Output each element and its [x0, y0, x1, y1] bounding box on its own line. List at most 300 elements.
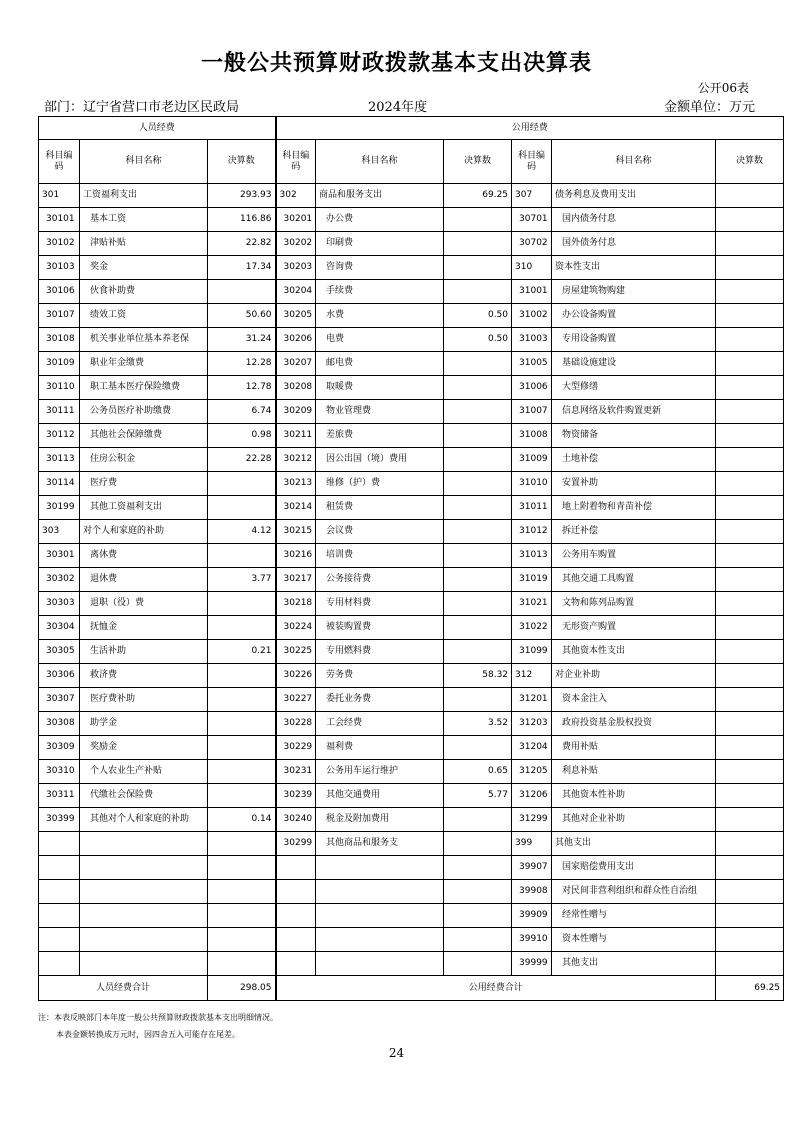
subject-name: 被装购置费 — [316, 616, 444, 640]
amount-value — [716, 904, 784, 928]
amount-value: 31.24 — [208, 328, 276, 352]
subject-code: 30208 — [276, 376, 316, 400]
subject-code: 30301 — [39, 544, 80, 568]
subject-name: 债务利息及费用支出 — [552, 184, 716, 208]
amount-value — [444, 568, 512, 592]
amount-value: 12.28 — [208, 352, 276, 376]
amount-value — [716, 328, 784, 352]
subject-code: 31206 — [512, 784, 552, 808]
subject-code: 30228 — [276, 712, 316, 736]
amount-value: 293.93 — [208, 184, 276, 208]
amount-value — [444, 808, 512, 832]
subject-code: 30303 — [39, 592, 80, 616]
subject-code: 30302 — [39, 568, 80, 592]
subject-name: 医疗费补助 — [80, 688, 208, 712]
subject-name: 其他支出 — [552, 832, 716, 856]
subject-name: 取暖费 — [316, 376, 444, 400]
subject-code: 310 — [512, 256, 552, 280]
subject-code: 31008 — [512, 424, 552, 448]
amount-value — [208, 616, 276, 640]
amount-value: 0.65 — [444, 760, 512, 784]
amount-value — [716, 280, 784, 304]
subject-code: 30109 — [39, 352, 80, 376]
subject-name: 地上附着物和青苗补偿 — [552, 496, 716, 520]
table-row — [39, 232, 784, 256]
subject-code: 31002 — [512, 304, 552, 328]
amount-value — [716, 664, 784, 688]
total-personnel-label: 人员经费合计 — [39, 976, 208, 1001]
amount-value — [444, 520, 512, 544]
subject-name: 离休费 — [80, 544, 208, 568]
subject-name: 印刷费 — [316, 232, 444, 256]
subject-name — [316, 904, 444, 928]
amount-value — [444, 544, 512, 568]
subject-name: 会议费 — [316, 520, 444, 544]
amount-value — [444, 256, 512, 280]
amount-value — [208, 688, 276, 712]
table-row — [39, 616, 784, 640]
amount-value: 0.50 — [444, 304, 512, 328]
subject-code: 30231 — [276, 760, 316, 784]
subject-name: 津贴补贴 — [80, 232, 208, 256]
subject-name: 手续费 — [316, 280, 444, 304]
group-personnel: 人员经费 — [39, 117, 276, 140]
table-row — [39, 376, 784, 400]
subject-name: 资本性赠与 — [552, 928, 716, 952]
amount-value — [716, 784, 784, 808]
subject-name: 咨询费 — [316, 256, 444, 280]
col-name-2: 科目名称 — [316, 140, 444, 184]
subject-code — [276, 928, 316, 952]
amount-value — [716, 304, 784, 328]
subject-code: 30311 — [39, 784, 80, 808]
subject-name: 拆迁补偿 — [552, 520, 716, 544]
amount-value — [444, 352, 512, 376]
table-row — [39, 760, 784, 784]
subject-name: 奖金 — [80, 256, 208, 280]
amount-value — [208, 664, 276, 688]
subject-name: 国内债务付息 — [552, 208, 716, 232]
subject-code: 30110 — [39, 376, 80, 400]
total-public-value: 69.25 — [716, 976, 784, 1001]
subject-code — [276, 952, 316, 976]
table-row — [39, 520, 784, 544]
col-code-2: 科目编码 — [276, 140, 316, 184]
subject-name — [80, 832, 208, 856]
subject-code: 302 — [276, 184, 316, 208]
subject-code — [276, 856, 316, 880]
amount-value — [208, 472, 276, 496]
subject-code: 30199 — [39, 496, 80, 520]
amount-value — [208, 832, 276, 856]
subject-name: 个人农业生产补贴 — [80, 760, 208, 784]
subject-code: 31201 — [512, 688, 552, 712]
subject-code: 30224 — [276, 616, 316, 640]
amount-value — [444, 424, 512, 448]
subject-code: 31007 — [512, 400, 552, 424]
subject-name: 对企业补助 — [552, 664, 716, 688]
subject-name — [316, 928, 444, 952]
subject-code: 39907 — [512, 856, 552, 880]
amount-value — [444, 952, 512, 976]
subject-name: 退职（役）费 — [80, 592, 208, 616]
table-row — [39, 952, 784, 976]
page-title: 一般公共预算财政拨款基本支出决算表 — [200, 50, 592, 76]
amount-value — [444, 448, 512, 472]
amount-value — [444, 832, 512, 856]
amount-value: 17.34 — [208, 256, 276, 280]
subject-code: 30218 — [276, 592, 316, 616]
subject-code: 39908 — [512, 880, 552, 904]
page-number: 24 — [388, 1046, 405, 1060]
amount-value: 0.50 — [444, 328, 512, 352]
subject-code: 30101 — [39, 208, 80, 232]
subject-name: 邮电费 — [316, 352, 444, 376]
total-row — [39, 976, 784, 1001]
subject-name — [316, 952, 444, 976]
amount-value — [716, 544, 784, 568]
subject-code: 30209 — [276, 400, 316, 424]
amount-value — [716, 952, 784, 976]
subject-name: 租赁费 — [316, 496, 444, 520]
subject-name: 其他交通工具购置 — [552, 568, 716, 592]
subject-name: 信息网络及软件购置更新 — [552, 400, 716, 424]
amount-value — [444, 688, 512, 712]
subject-code — [39, 832, 80, 856]
subject-name — [316, 856, 444, 880]
subject-code — [276, 880, 316, 904]
amount-value: 0.98 — [208, 424, 276, 448]
subject-name: 其他商品和服务支 — [316, 832, 444, 856]
amount-value — [208, 496, 276, 520]
amount-value — [444, 616, 512, 640]
subject-name: 土地补偿 — [552, 448, 716, 472]
table-row — [39, 856, 784, 880]
amount-value: 6.74 — [208, 400, 276, 424]
subject-code: 31013 — [512, 544, 552, 568]
subject-name: 费用补贴 — [552, 736, 716, 760]
subject-name: 机关事业单位基本养老保 — [80, 328, 208, 352]
subject-name — [80, 904, 208, 928]
subject-code: 30399 — [39, 808, 80, 832]
amount-value — [716, 256, 784, 280]
amount-value — [716, 520, 784, 544]
subject-code: 30103 — [39, 256, 80, 280]
subject-code — [39, 952, 80, 976]
subject-name: 公务员医疗补助缴费 — [80, 400, 208, 424]
amount-value: 116.86 — [208, 208, 276, 232]
amount-value — [444, 376, 512, 400]
subject-code: 30203 — [276, 256, 316, 280]
table-row — [39, 424, 784, 448]
amount-value — [716, 736, 784, 760]
amount-value — [208, 928, 276, 952]
amount-value: 12.78 — [208, 376, 276, 400]
subject-name: 培训费 — [316, 544, 444, 568]
amount-value — [444, 592, 512, 616]
subject-code: 301 — [39, 184, 80, 208]
subject-code: 30309 — [39, 736, 80, 760]
table-row — [39, 256, 784, 280]
amount-value — [444, 856, 512, 880]
year-label: 2024年度 — [368, 100, 428, 115]
table-row — [39, 928, 784, 952]
subject-code: 39909 — [512, 904, 552, 928]
amount-value: 22.28 — [208, 448, 276, 472]
amount-value — [444, 208, 512, 232]
col-name-1: 科目名称 — [80, 140, 208, 184]
table-row — [39, 904, 784, 928]
subject-name: 公务接待费 — [316, 568, 444, 592]
amount-value — [716, 712, 784, 736]
form-code: 公开06表 — [697, 81, 749, 95]
table-row — [39, 352, 784, 376]
subject-name: 福利费 — [316, 736, 444, 760]
table-row — [39, 208, 784, 232]
amount-value — [716, 400, 784, 424]
subject-name: 其他对个人和家庭的补助 — [80, 808, 208, 832]
table-row — [39, 448, 784, 472]
amount-value — [444, 928, 512, 952]
table-row — [39, 544, 784, 568]
group-public: 公用经费 — [276, 117, 784, 140]
subject-name: 大型修缮 — [552, 376, 716, 400]
amount-value: 3.77 — [208, 568, 276, 592]
table-row — [39, 496, 784, 520]
subject-name: 商品和服务支出 — [316, 184, 444, 208]
subject-name: 资本性支出 — [552, 256, 716, 280]
subject-code: 31011 — [512, 496, 552, 520]
table-row — [39, 184, 784, 208]
subject-name: 其他工资福利支出 — [80, 496, 208, 520]
subject-code: 31005 — [512, 352, 552, 376]
subject-code: 30113 — [39, 448, 80, 472]
subject-name: 工资福利支出 — [80, 184, 208, 208]
total-public-label: 公用经费合计 — [276, 976, 716, 1001]
subject-name: 利息补贴 — [552, 760, 716, 784]
subject-code: 30215 — [276, 520, 316, 544]
amount-value — [208, 904, 276, 928]
amount-value — [444, 904, 512, 928]
table-row — [39, 664, 784, 688]
subject-name: 助学金 — [80, 712, 208, 736]
subject-name: 国家赔偿费用支出 — [552, 856, 716, 880]
subject-code — [276, 904, 316, 928]
department-label: 部门：辽宁省营口市老边区民政局 — [44, 100, 240, 115]
table-row — [39, 784, 784, 808]
subject-code: 31204 — [512, 736, 552, 760]
subject-code: 30217 — [276, 568, 316, 592]
subject-name: 水费 — [316, 304, 444, 328]
subject-name — [80, 952, 208, 976]
amount-value: 0.21 — [208, 640, 276, 664]
subject-name: 专用设备购置 — [552, 328, 716, 352]
subject-code: 31001 — [512, 280, 552, 304]
amount-value — [208, 736, 276, 760]
amount-value — [208, 784, 276, 808]
subject-code: 30201 — [276, 208, 316, 232]
amount-value — [444, 496, 512, 520]
amount-value — [208, 280, 276, 304]
subject-code: 31006 — [512, 376, 552, 400]
subject-code: 31019 — [512, 568, 552, 592]
subject-code: 30212 — [276, 448, 316, 472]
amount-value — [444, 232, 512, 256]
subject-name: 专用材料费 — [316, 592, 444, 616]
subject-code: 30111 — [39, 400, 80, 424]
table-row — [39, 736, 784, 760]
amount-value — [716, 232, 784, 256]
amount-value — [716, 808, 784, 832]
amount-value — [716, 880, 784, 904]
subject-name: 办公设备购置 — [552, 304, 716, 328]
amount-value — [716, 760, 784, 784]
subject-code: 31009 — [512, 448, 552, 472]
subject-name: 房屋建筑物购建 — [552, 280, 716, 304]
table-row — [39, 880, 784, 904]
subject-code: 30310 — [39, 760, 80, 784]
subject-name: 政府投资基金股权投资 — [552, 712, 716, 736]
subject-code: 31021 — [512, 592, 552, 616]
subject-code: 30701 — [512, 208, 552, 232]
subject-name: 救济费 — [80, 664, 208, 688]
subject-code: 31010 — [512, 472, 552, 496]
amount-value — [444, 472, 512, 496]
subject-name: 工会经费 — [316, 712, 444, 736]
subject-code: 303 — [39, 520, 80, 544]
subject-code: 39999 — [512, 952, 552, 976]
subject-code: 31012 — [512, 520, 552, 544]
amount-value — [716, 424, 784, 448]
col-amount-2: 决算数 — [444, 140, 512, 184]
amount-value: 0.14 — [208, 808, 276, 832]
subject-code: 31022 — [512, 616, 552, 640]
table-row — [39, 688, 784, 712]
subject-name: 资本金注入 — [552, 688, 716, 712]
group-header-row — [39, 117, 784, 140]
subject-name: 公务用车运行维护 — [316, 760, 444, 784]
amount-value — [208, 856, 276, 880]
subject-code: 30299 — [276, 832, 316, 856]
subject-name: 差旅费 — [316, 424, 444, 448]
subject-name: 基本工资 — [80, 208, 208, 232]
subject-code: 30211 — [276, 424, 316, 448]
expenditure-table — [38, 116, 784, 1001]
table-row — [39, 640, 784, 664]
subject-code: 30114 — [39, 472, 80, 496]
subject-name: 奖励金 — [80, 736, 208, 760]
subject-name: 代缴社会保险费 — [80, 784, 208, 808]
subject-code: 30239 — [276, 784, 316, 808]
table-row — [39, 568, 784, 592]
col-amount-3: 决算数 — [716, 140, 784, 184]
subject-name: 医疗费 — [80, 472, 208, 496]
amount-value — [716, 472, 784, 496]
subject-name: 国外债务付息 — [552, 232, 716, 256]
subject-name: 电费 — [316, 328, 444, 352]
subject-name: 经常性赠与 — [552, 904, 716, 928]
subject-name: 其他交通费用 — [316, 784, 444, 808]
meta-line — [38, 96, 755, 114]
subject-name: 物资储备 — [552, 424, 716, 448]
amount-value — [716, 616, 784, 640]
subject-name: 物业管理费 — [316, 400, 444, 424]
subject-code — [39, 880, 80, 904]
amount-value — [444, 736, 512, 760]
subject-code: 307 — [512, 184, 552, 208]
amount-value — [716, 688, 784, 712]
subject-code: 30216 — [276, 544, 316, 568]
subject-code: 31003 — [512, 328, 552, 352]
amount-value — [716, 640, 784, 664]
amount-value — [444, 640, 512, 664]
subject-name: 安置补助 — [552, 472, 716, 496]
amount-value — [716, 832, 784, 856]
subject-code: 30214 — [276, 496, 316, 520]
amount-value — [208, 544, 276, 568]
amount-value — [716, 928, 784, 952]
subject-code: 30107 — [39, 304, 80, 328]
subject-code: 31205 — [512, 760, 552, 784]
amount-value — [444, 400, 512, 424]
subject-name: 基础设施建设 — [552, 352, 716, 376]
amount-value: 69.25 — [444, 184, 512, 208]
footnote-1: 注：本表反映部门本年度一般公共预算财政拨款基本支出明细情况。 — [38, 1013, 278, 1022]
amount-value — [716, 448, 784, 472]
subject-name: 专用燃料费 — [316, 640, 444, 664]
table-row — [39, 280, 784, 304]
amount-value — [716, 856, 784, 880]
subject-code: 30702 — [512, 232, 552, 256]
amount-value — [716, 352, 784, 376]
amount-value — [716, 568, 784, 592]
amount-value — [208, 880, 276, 904]
amount-value: 50.60 — [208, 304, 276, 328]
subject-code: 39910 — [512, 928, 552, 952]
amount-value — [716, 184, 784, 208]
table-row — [39, 832, 784, 856]
subject-name: 退休费 — [80, 568, 208, 592]
subject-name: 抚恤金 — [80, 616, 208, 640]
subject-name: 其他资本性补助 — [552, 784, 716, 808]
table-row — [39, 400, 784, 424]
subject-name: 职业年金缴费 — [80, 352, 208, 376]
subject-code — [39, 856, 80, 880]
subject-code — [39, 904, 80, 928]
subject-name: 其他社会保障缴费 — [80, 424, 208, 448]
table-row — [39, 808, 784, 832]
amount-value — [208, 952, 276, 976]
col-name-3: 科目名称 — [552, 140, 716, 184]
subject-code: 30306 — [39, 664, 80, 688]
subject-name: 生活补助 — [80, 640, 208, 664]
subject-code: 30226 — [276, 664, 316, 688]
amount-value: 4.12 — [208, 520, 276, 544]
subject-name — [80, 880, 208, 904]
subject-code: 399 — [512, 832, 552, 856]
subject-name: 其他资本性支出 — [552, 640, 716, 664]
amount-value — [716, 496, 784, 520]
subject-name: 伙食补助费 — [80, 280, 208, 304]
unit-label: 金额单位：万元 — [663, 100, 755, 115]
subject-name: 公务用车购置 — [552, 544, 716, 568]
table-row — [39, 328, 784, 352]
table-row — [39, 472, 784, 496]
subject-code: 31203 — [512, 712, 552, 736]
subject-code: 30304 — [39, 616, 80, 640]
subject-code: 30227 — [276, 688, 316, 712]
subject-name: 职工基本医疗保险缴费 — [80, 376, 208, 400]
